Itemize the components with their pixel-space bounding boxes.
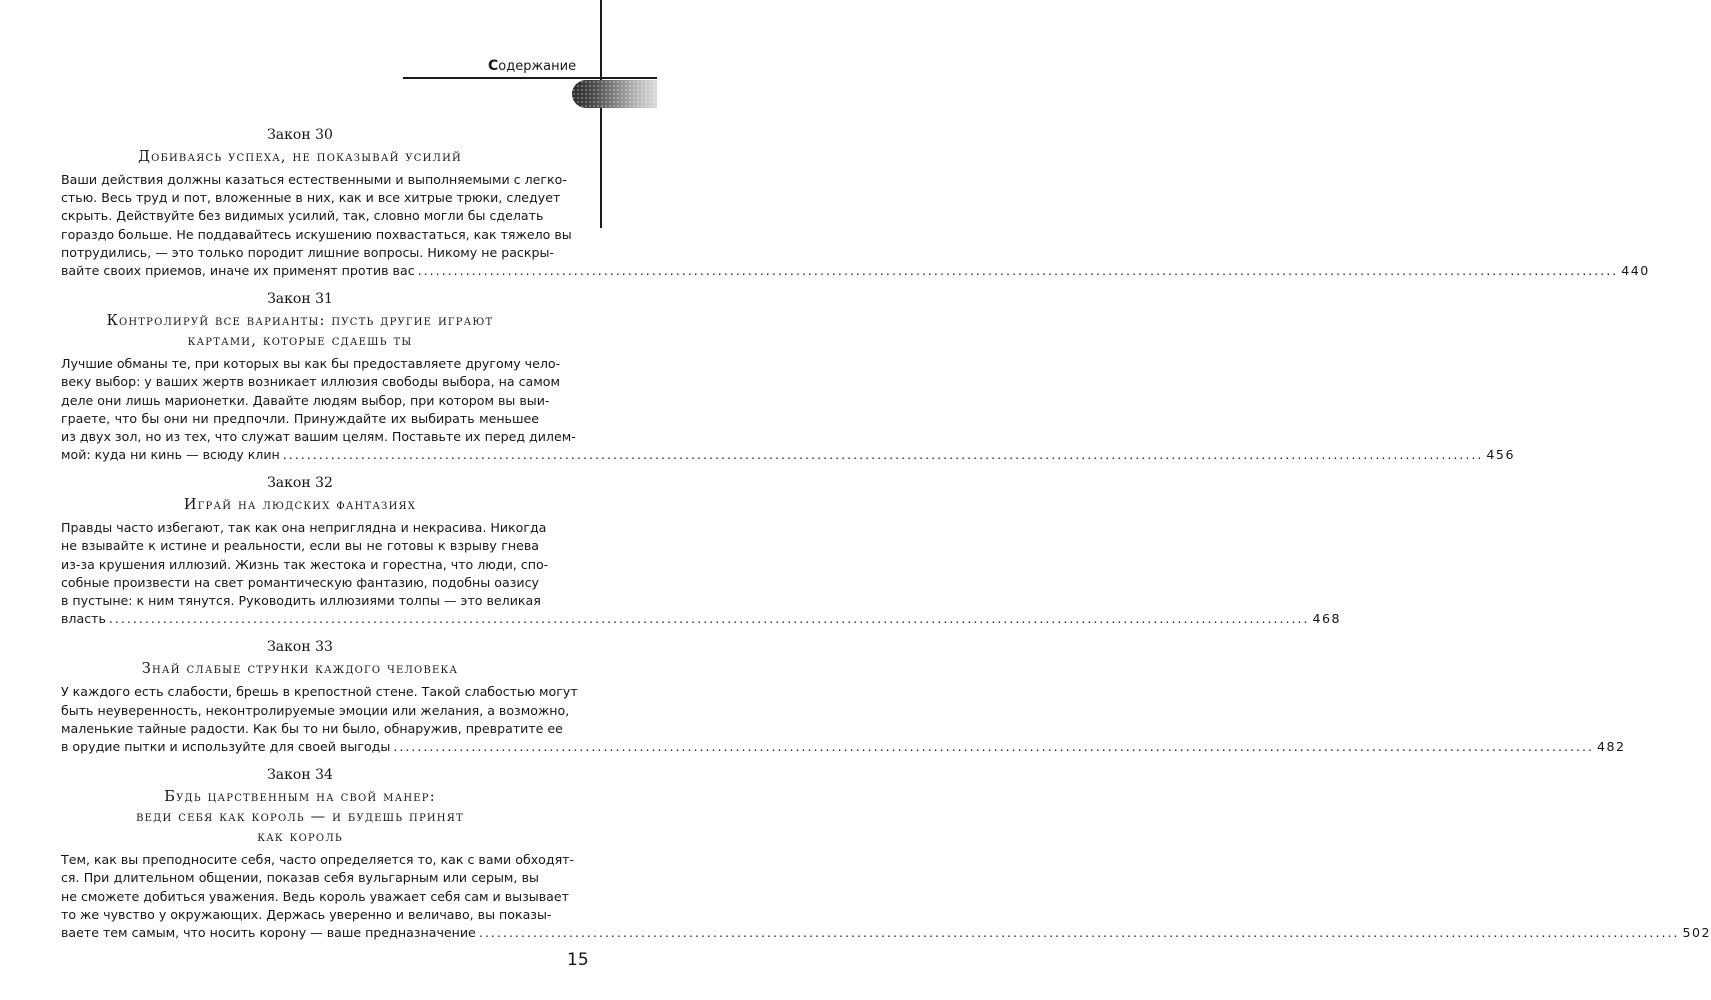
toc-entry[interactable] xyxy=(61,474,1342,628)
law-number: Закон 31 xyxy=(267,291,333,308)
toc-entry[interactable] xyxy=(61,766,1711,942)
law-title: Будь царственным на свой манер: веди себя как король — и будешь принят как король xyxy=(136,789,464,846)
summary-line: не взывайте к истине и реальности, если вы не готовы к взрыву гнева xyxy=(61,538,539,554)
summary-line: в орудие пытки и используйте для своей выгоды xyxy=(61,738,391,754)
entry-gap xyxy=(61,628,539,638)
dot-leader: ........................................................................................................................................................................................................ xyxy=(417,262,1619,278)
law-title: Контролируй все варианты: пусть другие играют картами, которые сдаешь ты xyxy=(106,313,494,350)
summary-last-line xyxy=(61,262,1650,280)
summary-line: в пустыне: к ним тянутся. Руководить иллюзиями толпы — это великая xyxy=(61,593,541,608)
running-head-initial: С xyxy=(488,58,499,74)
summary-line: вайте своих приемов, иначе их применят против вас xyxy=(61,262,415,278)
running-head xyxy=(488,58,576,74)
dot-leader: ........................................................................................................................................................................................................ xyxy=(393,738,1594,754)
summary-line: потрудились, — это только породит лишние вопросы. Никому не раскры- xyxy=(61,244,554,260)
dot-leader: ........................................................................................................................................................................................................ xyxy=(478,924,1680,940)
summary-line: гораздо больше. Не поддавайтесь искушению похвастаться, как тяжело вы xyxy=(61,226,572,242)
summary-line: собные произвести на свет романтическую фантазию, подобны оазису xyxy=(61,574,539,590)
running-head-rest: одержание xyxy=(498,59,577,74)
summary-line: не сможете добиться уважения. Ведь король уважает себя сам и вызывает xyxy=(61,888,569,904)
summary-line: быть неуверенность, неконтролируемые эмоции или желания, а возможно, xyxy=(61,702,570,718)
law-number: Закон 32 xyxy=(267,475,333,492)
summary-line: деле они лишь марионетки. Давайте людям выбор, при котором вы выи- xyxy=(61,392,550,408)
law-summary xyxy=(61,355,1515,464)
page-ref[interactable]: 482 xyxy=(1596,738,1626,754)
summary-line: стью. Весь труд и пот, вложенные в них, как и все хитрые трюки, следует xyxy=(61,190,561,206)
law-summary xyxy=(61,683,1626,756)
summary-line: У каждого есть слабости, брешь в крепостной стене. Такой слабостью могут xyxy=(61,684,578,700)
page-ref[interactable]: 440 xyxy=(1621,262,1650,278)
summary-line: из-за крушения иллюзий. Жизнь так жестока и горестна, что люди, спо- xyxy=(61,556,549,572)
page-ref[interactable]: 502 xyxy=(1682,924,1711,940)
header-rule xyxy=(403,77,657,79)
entry-gap xyxy=(61,280,539,290)
summary-line: маленькие тайные радости. Как бы то ни было, обнаружив, превратите ее xyxy=(61,720,563,736)
summary-last-line xyxy=(61,446,1515,464)
dot-leader: ........................................................................................................................................................................................................ xyxy=(282,447,1484,463)
summary-line: мой: куда ни кинь — всюду клин xyxy=(61,447,280,463)
summary-line: то же чувство у окружающих. Держась уверенно и величаво, вы показы- xyxy=(61,906,552,922)
page-ref[interactable]: 456 xyxy=(1486,447,1515,463)
law-title: Знай слабые струнки каждого человека xyxy=(141,661,459,678)
toc-entry[interactable] xyxy=(61,126,1650,280)
summary-line: из двух зол, но из тех, что служат вашим целям. Поставьте их перед дилем- xyxy=(61,428,576,444)
law-number: Закон 33 xyxy=(267,639,333,656)
entry-gap xyxy=(61,464,539,474)
vertical-rule xyxy=(600,0,602,228)
law-summary xyxy=(61,519,1342,628)
law-summary xyxy=(61,851,1711,942)
summary-line: скрыть. Действуйте без видимых усилий, так, словно могли бы сделать xyxy=(61,208,544,224)
page-number: 15 xyxy=(567,950,589,970)
toc-content xyxy=(61,126,1711,942)
summary-line: Тем, как вы преподносите себя, часто определяется то, как с вами обходят- xyxy=(61,852,575,868)
law-number: Закон 30 xyxy=(267,127,333,143)
summary-line: Правды часто избегают, так как она неприглядна и некрасива. Никогда xyxy=(61,520,547,536)
law-number: Закон 34 xyxy=(267,767,333,784)
summary-last-line xyxy=(61,924,1711,942)
summary-last-line xyxy=(61,610,1342,628)
dot-leader: ........................................................................................................................................................................................................ xyxy=(108,611,1310,627)
toc-entry[interactable] xyxy=(61,638,1626,756)
law-summary xyxy=(61,171,1650,280)
summary-line: веку выбор: у ваших жертв возникает иллюзия свободы выбора, на самом xyxy=(61,374,560,390)
law-title: Добиваясь успеха, не показывай усилий xyxy=(138,149,462,165)
law-title: Играй на людских фантазиях xyxy=(183,497,417,514)
section-thumb-tab xyxy=(572,80,657,108)
summary-line: власть xyxy=(61,611,106,627)
summary-line: ваете тем самым, что носить корону — ваше предназначение xyxy=(61,924,476,940)
summary-last-line xyxy=(61,738,1626,756)
page-ref[interactable]: 468 xyxy=(1312,611,1342,627)
entry-gap xyxy=(61,756,539,766)
summary-line: Ваши действия должны казаться естественными и выполняемыми с легко- xyxy=(61,172,567,187)
toc-entry[interactable] xyxy=(61,290,1515,464)
summary-line: ся. При длительном общении, показав себя вульгарным или серым, вы xyxy=(61,870,539,886)
summary-line: граете, что бы они ни предпочли. Принуждайте их выбирать меньшее xyxy=(61,410,539,426)
summary-line: Лучшие обманы те, при которых вы как бы предоставляете другому чело- xyxy=(61,356,561,372)
